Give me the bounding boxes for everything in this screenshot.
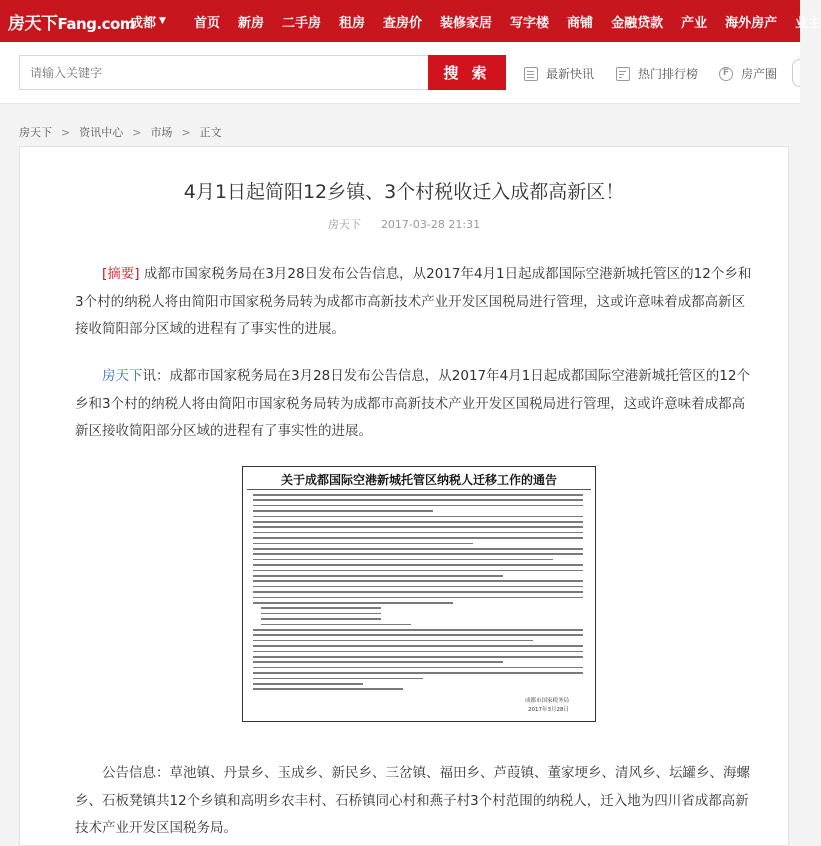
caret-down-icon: ▼: [159, 16, 166, 26]
article-source: 房天下: [327, 218, 361, 231]
notice-text-line: [253, 640, 533, 642]
nav-item-decoration[interactable]: 装修家居: [440, 15, 493, 31]
notice-text-line: [253, 651, 583, 653]
article-paragraph-announcement: 公告信息：草池镇、丹景乡、玉成乡、新民乡、三岔镇、福田乡、芦葭镇、董家埂乡、清风乡、坛罐乡、海螺乡、石板凳镇共12个乡镇和高明乡农丰村、石桥镇同心村和燕子村3个村范围的纳税人，迁入地为四川省成都高新技术产业开发区国税务局。: [75, 765, 750, 836]
nav-item-industry[interactable]: 产业: [681, 15, 708, 31]
notice-text-line: [253, 564, 583, 566]
site-logo[interactable]: [0, 9, 135, 34]
notice-text-line: [253, 526, 583, 528]
notice-text-line: [253, 683, 363, 685]
notice-text-line: [253, 553, 583, 555]
notice-text-line: [253, 672, 583, 674]
search-bar: [0, 42, 800, 104]
notice-text-line: [253, 645, 583, 647]
notice-text-line: [253, 575, 503, 577]
side-scroll-handle[interactable]: [792, 59, 800, 87]
abstract-text: 成都市国家税务局在3月28日发布公告信息，从2017年4月1日起成都国际空港新城托管区的12个乡和3个村的纳税人将由简阳市国家税务局转为成都市高新技术产业开发区国税局进行管理，这或许意味着成都高新区接收简阳部分区域的进程有了事实性的进展。: [75, 266, 752, 337]
notice-image: [242, 466, 596, 722]
notice-signer: 成都市国家税务局: [524, 698, 569, 704]
quick-link-fang-circle[interactable]: [719, 65, 777, 82]
notice-text-line: [253, 559, 553, 561]
search-input[interactable]: [19, 55, 429, 90]
notice-text-line: [253, 667, 583, 669]
fang-circle-icon: F: [719, 67, 733, 81]
notice-text-line: [253, 494, 583, 496]
nav-item-office[interactable]: 写字楼: [510, 15, 550, 31]
city-label: 成都: [130, 15, 157, 31]
quick-link-label: 最新快讯: [546, 67, 595, 81]
notice-text-line: [253, 580, 583, 582]
notice-date: 2017年3月28日: [528, 707, 569, 713]
notice-text-line: [253, 602, 453, 604]
article-paragraph-lead: [75, 363, 755, 446]
nav-item-owner[interactable]: 业主: [795, 15, 821, 31]
article-title: 4月1日起简阳12乡镇、3个村税收迁入成都高新区！: [183, 181, 625, 203]
notice-text-line: [253, 688, 403, 690]
nav-item-overseas[interactable]: 海外房产: [725, 15, 778, 31]
notice-text-line: [261, 607, 381, 609]
notice-text-line: [253, 656, 583, 658]
ranking-icon: [616, 67, 630, 81]
breadcrumb-news-center[interactable]: 资讯中心: [79, 126, 124, 139]
notice-text-line: [253, 629, 583, 631]
article-date: 2017-03-28 21:31: [380, 218, 481, 231]
notice-text-line: [253, 505, 583, 507]
nav-item-home[interactable]: 首页: [193, 15, 220, 31]
notice-text-line: [261, 618, 381, 620]
logo-domain-text: Fang.com: [57, 14, 135, 33]
nav-item-rent[interactable]: 租房: [338, 15, 365, 31]
article-meta: [20, 216, 788, 232]
abstract-tag: [摘要]: [102, 266, 140, 282]
notice-text-line: [253, 521, 583, 523]
chevron-right-icon: >: [181, 125, 191, 139]
notice-text-line: [253, 591, 583, 593]
notice-text-line: [253, 537, 583, 539]
article-abstract: [75, 261, 755, 344]
notice-divider: [247, 489, 591, 490]
news-icon: [524, 67, 538, 81]
source-link[interactable]: 房天下: [102, 368, 143, 384]
notice-text-line: [253, 516, 583, 518]
logo-main-text: 房天下: [8, 13, 58, 34]
notice-text-line: [261, 613, 381, 615]
chevron-right-icon: >: [132, 125, 142, 139]
notice-title: 关于成都国际空港新城托管区纳税人迁移工作的通告: [280, 473, 557, 487]
breadcrumb: [19, 124, 222, 140]
breadcrumb-current: 正文: [199, 126, 222, 139]
nav-item-new-homes[interactable]: 新房: [237, 15, 264, 31]
chevron-right-icon: >: [61, 125, 71, 139]
search-button[interactable]: 搜 索: [428, 55, 506, 90]
notice-text-line: [253, 661, 503, 663]
notice-text-line: [253, 543, 473, 545]
nav-item-finance[interactable]: 金融贷款: [611, 15, 664, 31]
quick-link-label: 热门排行榜: [638, 67, 699, 81]
nav-item-price-check[interactable]: 查房价: [383, 15, 423, 31]
nav-item-resale[interactable]: 二手房: [281, 15, 321, 31]
notice-text-line: [253, 532, 583, 534]
notice-text-line: [253, 570, 583, 572]
breadcrumb-market[interactable]: 市场: [150, 126, 173, 139]
notice-text-line: [253, 634, 583, 636]
notice-text-line: [253, 510, 433, 512]
lead-suffix: 讯：: [142, 368, 170, 384]
city-selector[interactable]: [130, 12, 166, 31]
lead-body: 成都市国家税务局在3月28日发布公告信息，从2017年4月1日起成都国际空港新城托管区的12个乡和3个村的纳税人将由简阳市国家税务局转为成都市高新技术产业开发区国税局进行管理，这或许意味着成都高新区接收简阳部分区域的进程有了事实性的进展。: [75, 368, 750, 439]
notice-text-line: [253, 548, 583, 550]
notice-text-line: [253, 678, 423, 680]
top-nav: [0, 0, 821, 42]
quick-link-latest-news[interactable]: [524, 65, 594, 82]
nav-item-shops[interactable]: 商铺: [567, 15, 594, 31]
notice-text-line: [253, 499, 583, 501]
quick-link-ranking[interactable]: [616, 65, 698, 82]
notice-text-line: [261, 624, 411, 626]
article-container: [19, 146, 789, 846]
quick-link-label: 房产圈: [741, 67, 778, 81]
notice-text-line: [253, 597, 583, 599]
breadcrumb-home[interactable]: 房天下: [19, 126, 52, 139]
notice-text-line: [253, 586, 583, 588]
